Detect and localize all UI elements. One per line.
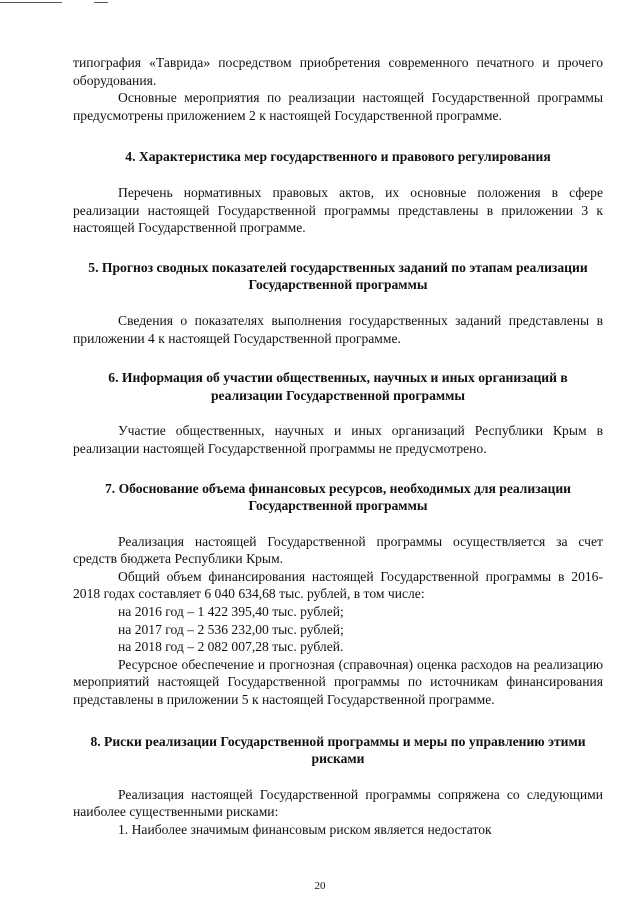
funding-line-2018: на 2018 год – 2 082 007,28 тыс. рублей. <box>118 639 344 655</box>
section-heading-4: 4. Характеристика мер государственного и правового регулирования <box>125 149 551 165</box>
scan-mark-line <box>0 2 62 3</box>
section-heading-5: 5. Прогноз сводных показателей государственных заданий по этапам реализации Государственной программы <box>88 259 588 293</box>
paragraph: Сведения о показателях выполнения государственных заданий представлены в приложении 4 к настоящей Государственной программе. <box>73 312 603 346</box>
section-heading-7: 7. Обоснование объема финансовых ресурсов, необходимых для реализации Государственной программы <box>104 480 572 514</box>
section-heading-6: 6. Информация об участии общественных, научных и иных организаций в реализации Государственной программы <box>108 370 568 403</box>
scan-mark-line <box>94 2 108 3</box>
paragraph: Основные мероприятия по реализации настоящей Государственной программы предусмотрены приложением 2 к настоящей Государственной программе. <box>73 90 603 123</box>
document-body <box>73 54 603 839</box>
list-item: 1. Наиболее значимым финансовым риском является недостаток <box>118 822 492 837</box>
paragraph: Перечень нормативных правовых актов, их основные положения в сфере реализации настоящей Государственной программы представлены в приложении 3 к настоящей Государственной программе. <box>73 184 603 236</box>
section-heading-8: 8. Риски реализации Государственной программы и меры по управлению этими рисками <box>90 733 586 767</box>
paragraph: Участие общественных, научных и иных организаций Республики Крым в реализации настоящей Государственной программы не предусмотрено. <box>73 423 603 456</box>
paragraph: Общий объем финансирования настоящей Государственной программы в 2016-2018 годах составляет 6 040 634,68 тыс. рублей, в том числе: <box>73 568 603 602</box>
paragraph: Ресурсное обеспечение и прогнозная (справочная) оценка расходов на реализацию мероприятий настоящей Государственной программы по источникам финансирования представлены в приложении 5 к настоящей Государственной программе. <box>73 656 603 708</box>
funding-line-2016: на 2016 год – 1 422 395,40 тыс. рублей; <box>118 604 344 620</box>
paragraph: Реализация настоящей Государственной программы сопряжена со следующими наиболее существенными рисками: <box>73 786 603 820</box>
page-number: 20 <box>314 880 326 892</box>
scan-top-marks <box>0 0 120 6</box>
paragraph: Реализация настоящей Государственной программы осуществляется за счет средств бюджета Республики Крым. <box>73 533 603 567</box>
paragraph: типография «Таврида» посредством приобретения современного печатного и прочего оборудования. <box>73 55 603 88</box>
funding-line-2017: на 2017 год – 2 536 232,00 тыс. рублей; <box>118 621 344 637</box>
